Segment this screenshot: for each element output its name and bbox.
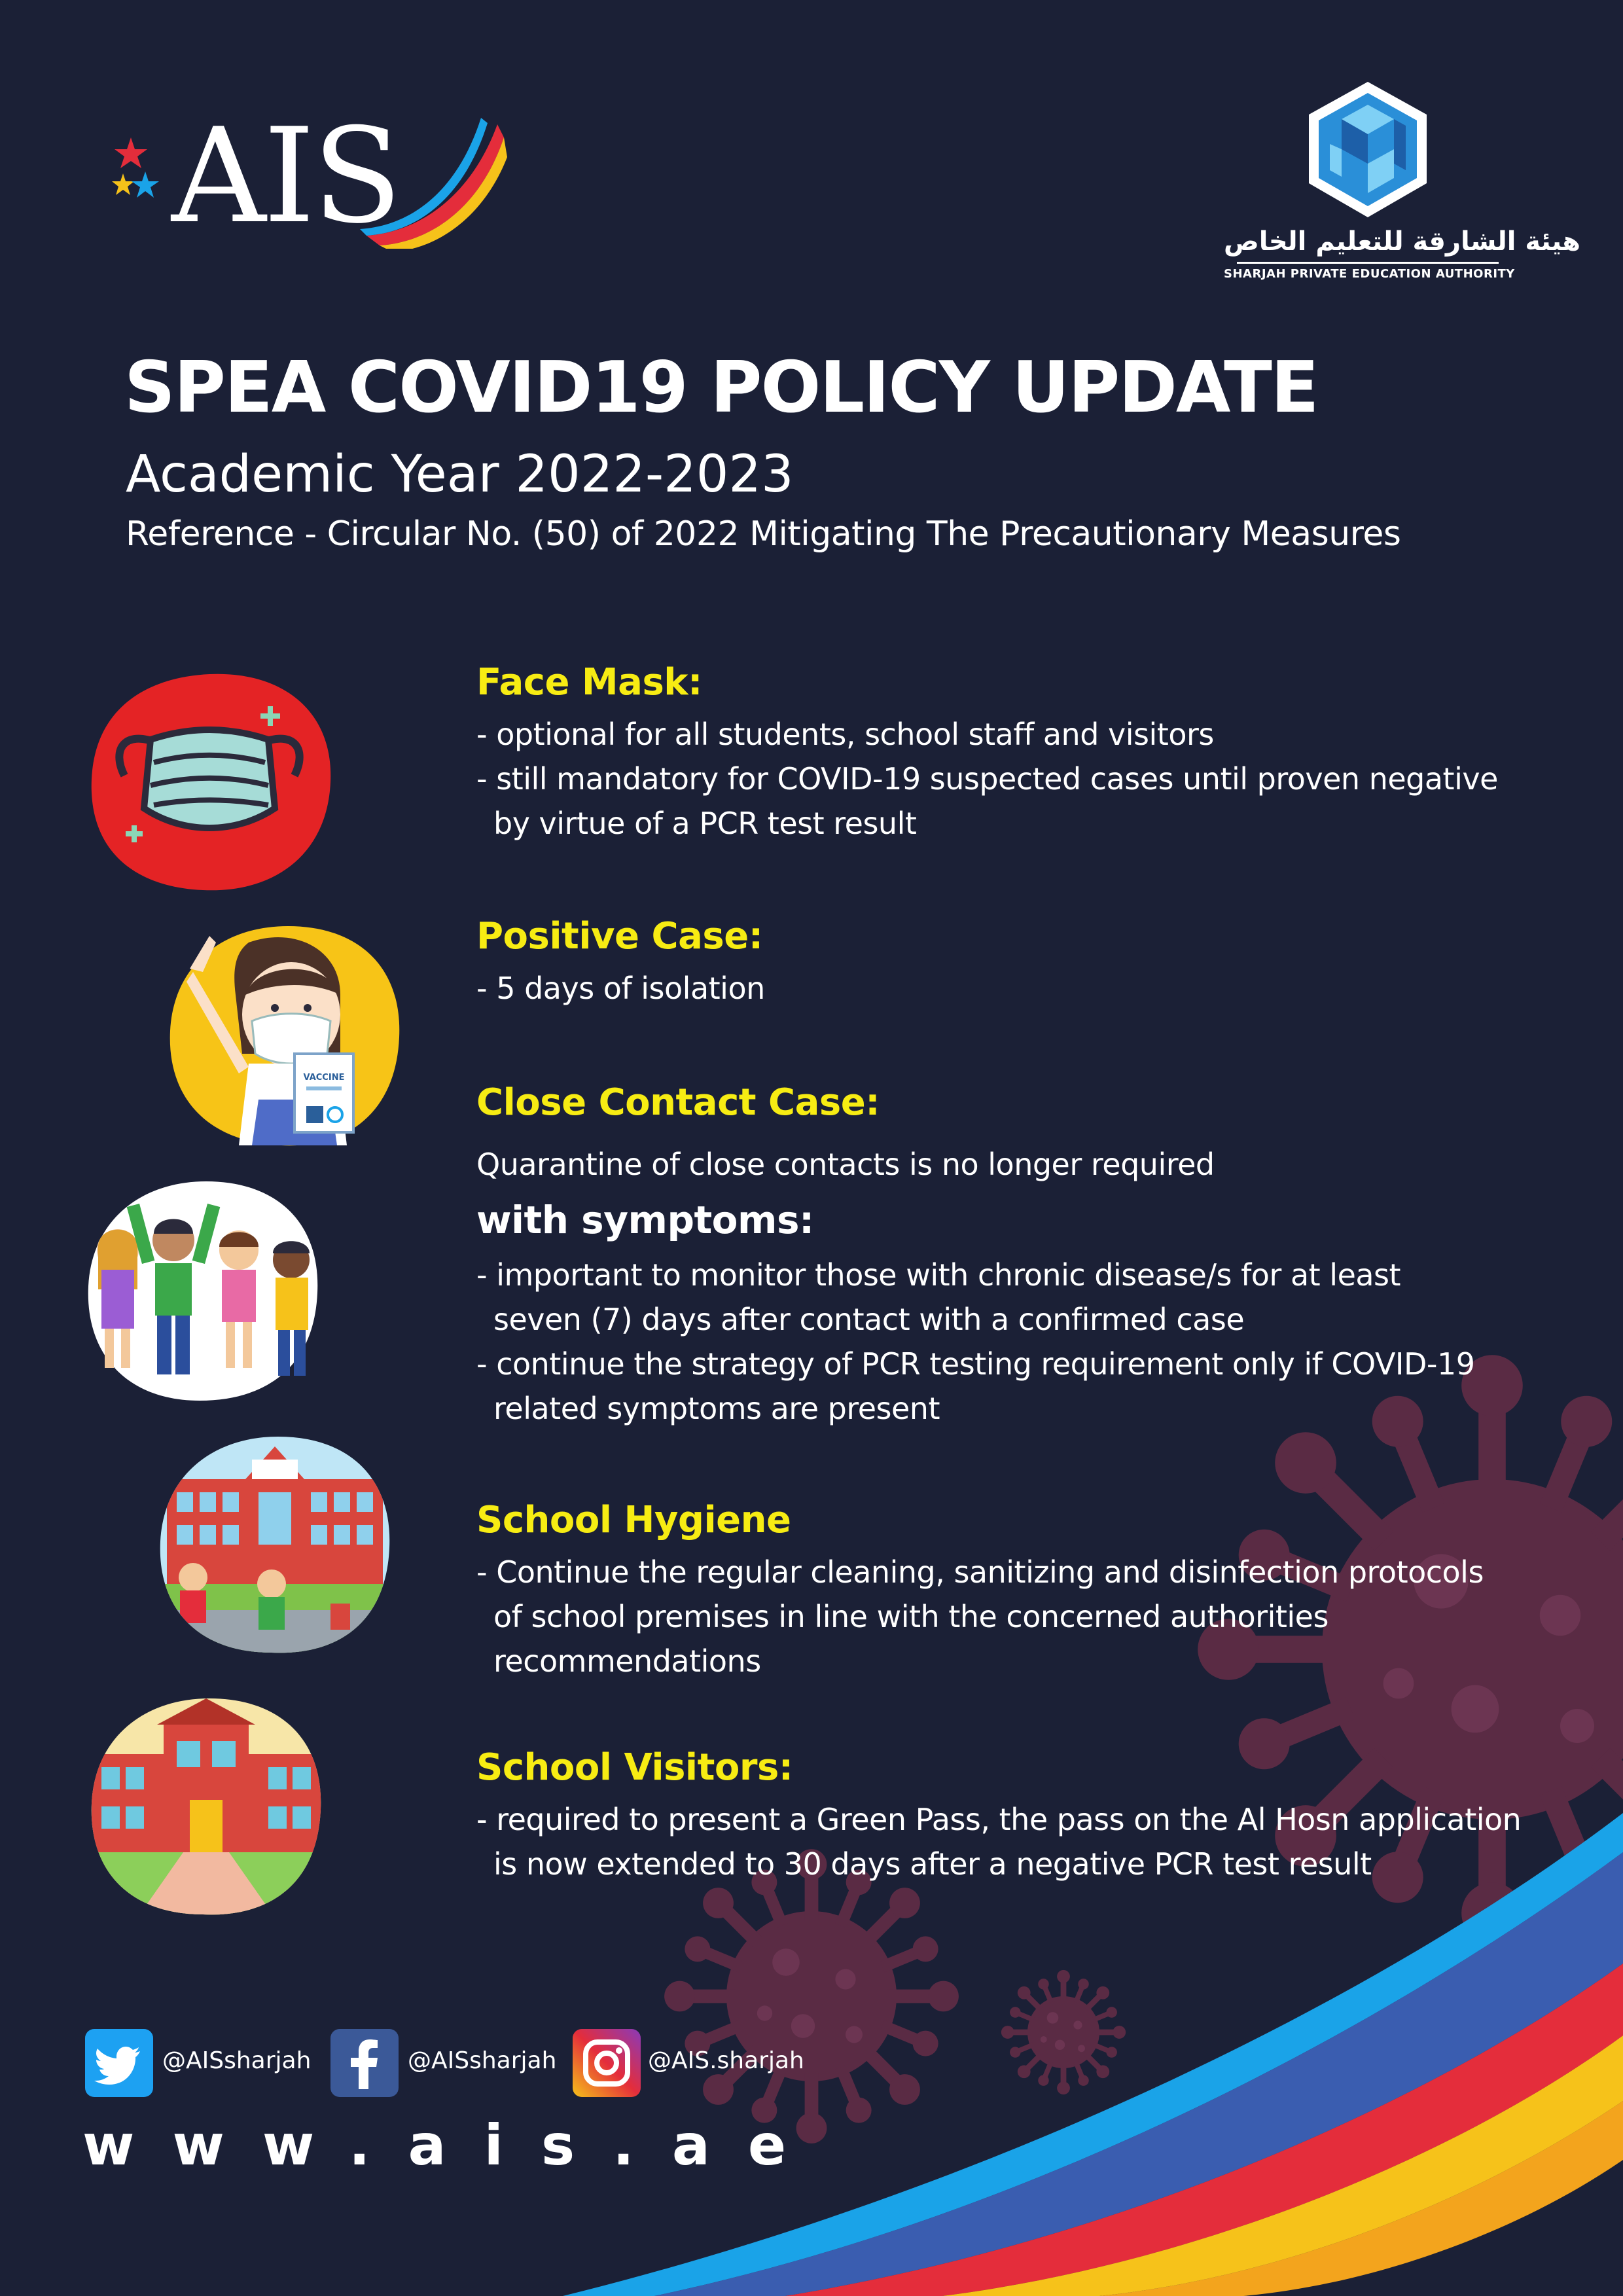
text-line: recommendations	[493, 1643, 761, 1679]
text-line: by virtue of a PCR test result	[493, 806, 917, 841]
school-visitors-body	[476, 1797, 1521, 1886]
close-contact-body	[476, 1253, 1475, 1431]
facebook-icon[interactable]	[330, 2029, 399, 2097]
text-line: - 5 days of isolation	[476, 971, 765, 1006]
text-line: related symptoms are present	[493, 1391, 940, 1426]
twitter-icon[interactable]	[85, 2029, 153, 2097]
divider	[1237, 262, 1499, 264]
text-line: - still mandatory for COVID-19 suspected cases until proven negative	[476, 761, 1498, 797]
school-hygiene-heading: School Hygiene	[476, 1499, 791, 1541]
close-contact-heading: Close Contact Case:	[476, 1081, 880, 1124]
close-contact-lead: Quarantine of close contacts is no longer required	[476, 1147, 1215, 1182]
face-mask-body	[476, 712, 1498, 846]
close-contact-illustration	[82, 1178, 324, 1404]
text-line: - continue the strategy of PCR testing requirement only if COVID-19	[476, 1346, 1475, 1382]
text-line: - Continue the regular cleaning, sanitizing and disinfection protocols	[476, 1554, 1484, 1590]
text-line: - important to monitor those with chronic disease/s for at least	[476, 1257, 1401, 1293]
vaccine-card-label: VACCINE	[303, 1073, 345, 1083]
reference-line: Reference - Circular No. (50) of 2022 Mitigating The Precautionary Measures	[126, 514, 1401, 554]
instagram-handle[interactable]: @AIS.sharjah	[648, 2047, 804, 2074]
school-hygiene-illustration	[154, 1433, 396, 1656]
text-line: - required to present a Green Pass, the pass on the Al Hosn application	[476, 1802, 1522, 1837]
face-mask-heading: Face Mask:	[476, 661, 702, 704]
positive-case-body	[476, 966, 765, 1011]
authority-logo	[1224, 79, 1581, 288]
text-line: - optional for all students, school staff and visitors	[476, 717, 1214, 752]
text-line: of school premises in line with the concerned authorities	[493, 1599, 1329, 1634]
star-icon	[111, 137, 177, 209]
website-link[interactable]: www.ais.ae	[82, 2113, 825, 2178]
authority-name-arabic: هيئة الشارقة للتعليم الخاص	[1224, 226, 1581, 257]
academic-year: Academic Year 2022-2023	[126, 445, 794, 504]
page-title: SPEA COVID19 POLICY UPDATE	[124, 347, 1318, 429]
authority-name-english: SHARJAH PRIVATE EDUCATION AUTHORITY	[1224, 267, 1515, 281]
school-visitors-heading: School Visitors:	[476, 1746, 793, 1789]
facebook-handle[interactable]: @AISsharjah	[408, 2047, 557, 2074]
virus-icon	[975, 1944, 1151, 2120]
instagram-icon[interactable]	[573, 2029, 641, 2097]
school-visitors-illustration	[85, 1695, 327, 1918]
text-line: seven (7) days after contact with a confirmed case	[493, 1302, 1245, 1337]
authority-emblem	[1302, 79, 1433, 223]
school-logo-text: AIS	[171, 100, 400, 253]
school-hygiene-body	[476, 1550, 1484, 1683]
with-symptoms-subheading: with symptoms:	[476, 1198, 814, 1242]
positive-case-heading: Positive Case:	[476, 915, 763, 958]
face-mask-illustration	[85, 671, 334, 893]
school-logo	[111, 100, 504, 255]
positive-case-illustration	[164, 923, 406, 1152]
twitter-handle[interactable]: @AISsharjah	[162, 2047, 312, 2074]
text-line: is now extended to 30 days after a negative PCR test result	[493, 1846, 1372, 1882]
